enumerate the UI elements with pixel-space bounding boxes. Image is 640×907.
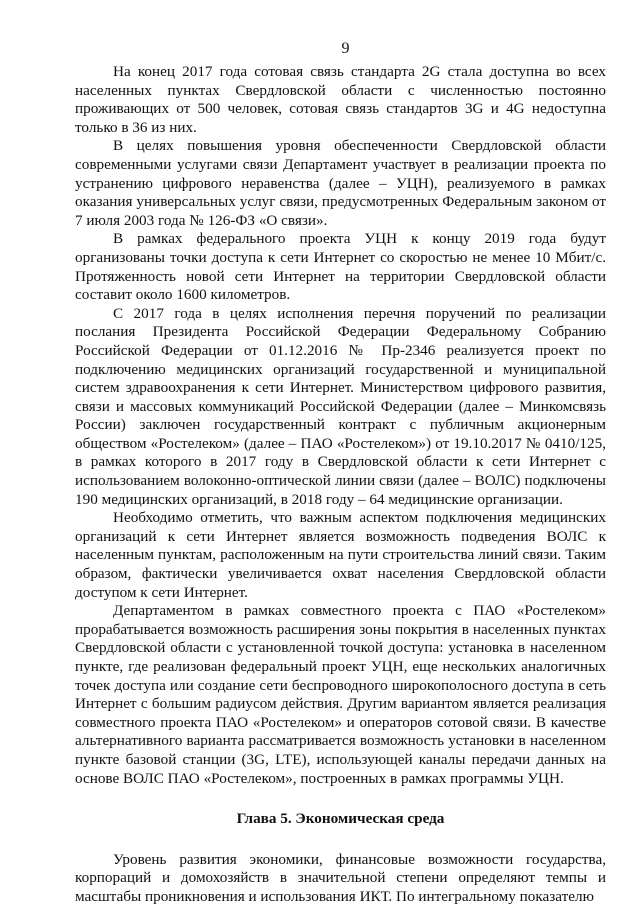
paragraph-economy: Уровень развития экономики, финансовые возможности государства, корпораций и домохозяйств в значительной степени определяют темпы и масштабы проникновения и использования ИКТ. По интегральному показателю	[75, 850, 606, 905]
paragraph-coverage-expansion: Департаментом в рамках совместного проекта с ПАО «Ростелеком» прорабатывается возможность расширения зоны покрытия в населенных пунктах Свердловской области с установленной точкой доступа: установка в населенном пункте, где реализован федеральный проект УЦН, еще нескольких аналогичных точек доступа или создание сети беспроводного широкополосного доступа в сеть Интернет с большим радиусом действия. Другим вариантом является реализация совместного проекта ПАО «Ростелеком» и операторов сотовой связи. В качестве альтернативного варианта рассматривается возможность установки в населенном пункте базовой станции (3G, LTE), использующей каналы передачи данных на основе ВОЛС ПАО «Ростелеком», построенных в рамках программы УЦН.	[75, 602, 606, 787]
page-number: 9	[341, 40, 350, 57]
chapter-heading: Глава 5. Экономическая среда	[236, 810, 445, 828]
paragraph-medical-connection: С 2017 года в целях исполнения перечня поручений по реализации послания Президента Российской Федерации Федеральному Собранию Российской Федерации от 01.12.2016 № Пр-2346 реализуется проект по подключению медицинских организаций государственной и муниципальной систем здравоохранения к сети Интернет. Министерством цифрового развития, связи и массовых коммуникаций Российской Федерации (далее – Минкомсвязь России) заключен государственный контракт с публичным акционерным обществом «Ростелеком» (далее – ПАО «Ростелеком») от 19.10.2017 № 0410/125, в рамках которого в 2017 году в Свердловской области к сети Интернет с использованием волоконно-оптической линии связи (далее – ВОЛС) подключены 190 медицинских организаций, в 2018 году – 64 медицинские организации.	[75, 304, 606, 508]
paragraph-cellular-coverage: На конец 2017 года сотовая связь стандарта 2G стала доступна во всех населенных пунктах Свердловской области с численностью постоянно проживающих от 500 человек, сотовая связь стандартов 3G и 4G недоступна только в 36 из них.	[75, 63, 606, 136]
paragraph-fiber-aspect: Необходимо отметить, что важным аспектом подключения медицинских организаций к сети Интернет является возможность подведения ВОЛС к населенным пунктам, расположенным на пути строительства линий связи. Таким образом, фактически увеличивается охват населения Свердловской области доступом к сети Интернет.	[75, 509, 606, 601]
paragraph-ucn-project: В рамках федерального проекта УЦН к концу 2019 года будут организованы точки доступа к сети Интернет со скоростью не менее 10 Мбит/с. Протяженность новой сети Интернет на территории Свердловской области составит около 1600 километров.	[75, 230, 606, 304]
paragraph-digital-inequality: В целях повышения уровня обеспеченности Свердловской области современными услугами связи Департамент участвует в реализации проекта по устранению цифрового неравенства (далее – УЦН), реализуемого в рамках оказания универсальных услуг связи, предусмотренных Федеральным законом от 7 июля 2003 года № 126-ФЗ «О связи».	[75, 137, 606, 229]
